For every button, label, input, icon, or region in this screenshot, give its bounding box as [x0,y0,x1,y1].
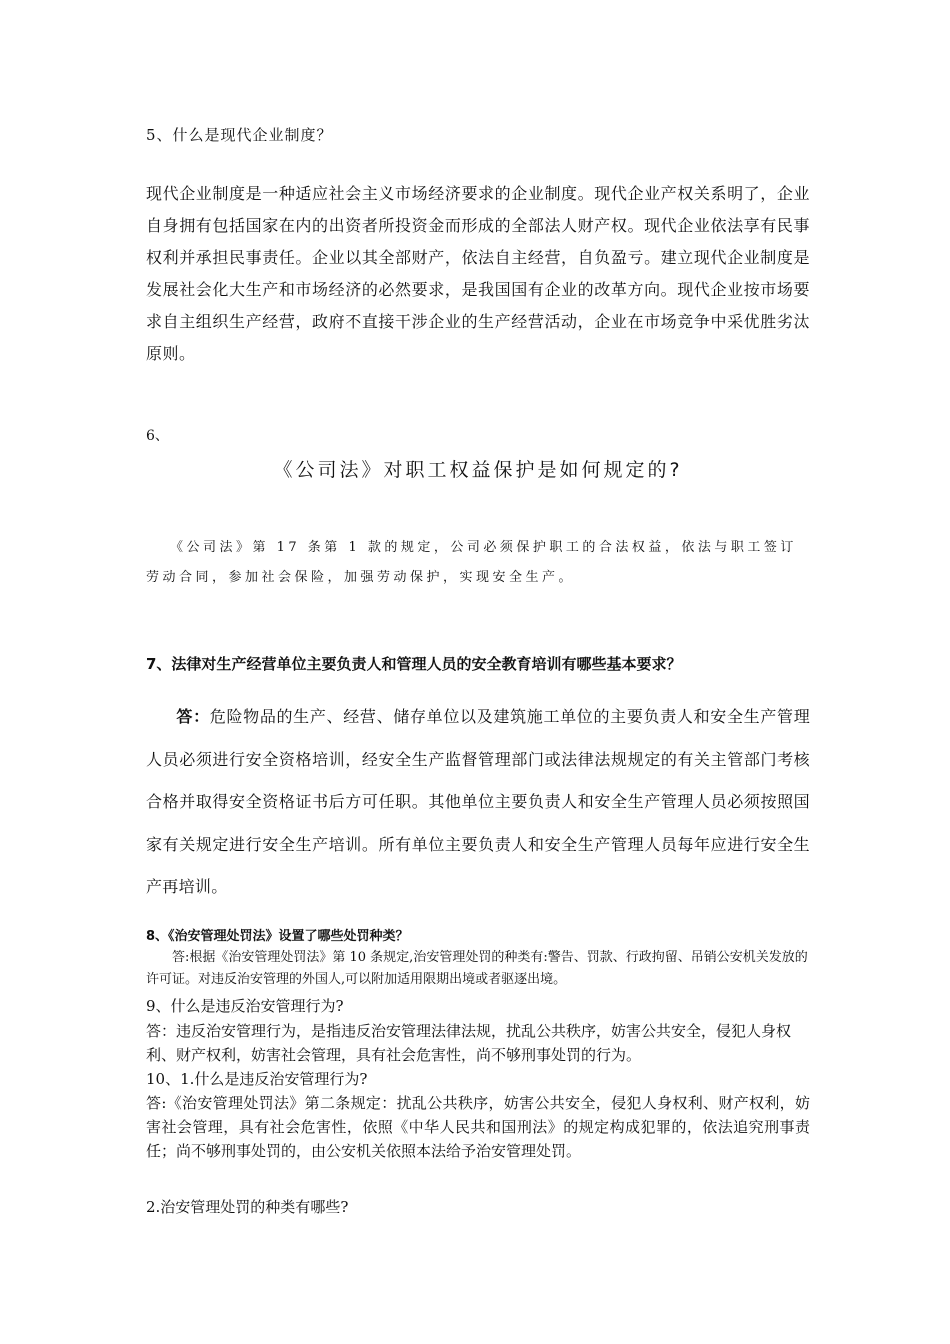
question-8-title: 8、《治安管理处罚法》设置了哪些处罚种类？ [146,929,409,944]
question-7-answer-text: 危险物品的生产、经营、储存单位以及建筑施工单位的主要负责人和安全生产管理人员必须进行安全资格培训，经安全生产监督管理部门或法律法规规定的有关主管部门考核合格并取得安全资格证书后方可任职。其他单位主要负责人和安全生产管理人员必须按照国家有关规定进行安全生产培训。所有单位主要负责人和安全生产管理人员每年应进行安全生产再培训。 [146,707,810,896]
question-10-subtitle: 2.治安管理处罚的种类有哪些? [146,1198,349,1216]
question-6-answer: 《公司法》第 17 条第 1 款的规定，公司必须保护职工的合法权益，依法与职工签订劳动合同，参加社会保险，加强劳动保护，实现安全生产。 [146,540,797,585]
question-9-answer: 答：违反治安管理行为，是指违反治安管理法律法规，扰乱公共秩序，妨害公共安全，侵犯人身权利、财产权利，妨害社会管理，具有社会危害性，尚不够刑事处罚的行为。 [146,1022,792,1064]
question-7-answer [146,696,810,909]
question-6-number: 6、 [146,428,169,444]
question-7-answer-lead: 答： [176,707,210,726]
question-10-answer: 答:《治安管理处罚法》第二条规定：扰乱公共秩序，妨害公共安全，侵犯人身权利、财产权利，妨害社会管理，具有社会危害性，依照《中华人民共和国刑法》的规定构成犯罪的，依法追究刑事责任；尚不够刑事处罚的，由公安机关依照本法给予治安管理处罚。 [146,1094,810,1160]
question-5-answer: 现代企业制度是一种适应社会主义市场经济要求的企业制度。现代企业产权关系明了，企业自身拥有包括国家在内的出资者所投资金而形成的全部法人财产权。现代企业依法享有民事权利并承担民事责任。企业以其全部财产，依法自主经营，自负盈亏。建立现代企业制度是发展社会化大生产和市场经济的必然要求，是我国国有企业的改革方向。现代企业按市场要求自主组织生产经营，政府不直接干涉企业的生产经营活动，企业在市场竞争中采优胜劣汰原则。 [146,184,810,363]
question-8-answer [146,947,810,991]
question-10-title: 10、1.什么是违反治安管理行为? [146,1070,368,1088]
question-6-heading: 《公司法》对职工权益保护是如何规定的? [273,459,683,481]
question-9-title: 9、什么是违反治安管理行为? [146,997,344,1015]
question-7-title: 7、法律对生产经营单位主要负责人和管理人员的安全教育培训有哪些基本要求？ [146,655,682,673]
question-8-answer-text: 答:根据《治安管理处罚法》第 10 条规定,治安管理处罚的种类有:警告、罚款、行政拘留、吊销公安机关发放的许可证。对违反治安管理的外国人,可以附加适用限期出境或者驱逐出境。 [146,950,808,987]
question-5-title: 5、什么是现代企业制度？ [146,126,333,144]
